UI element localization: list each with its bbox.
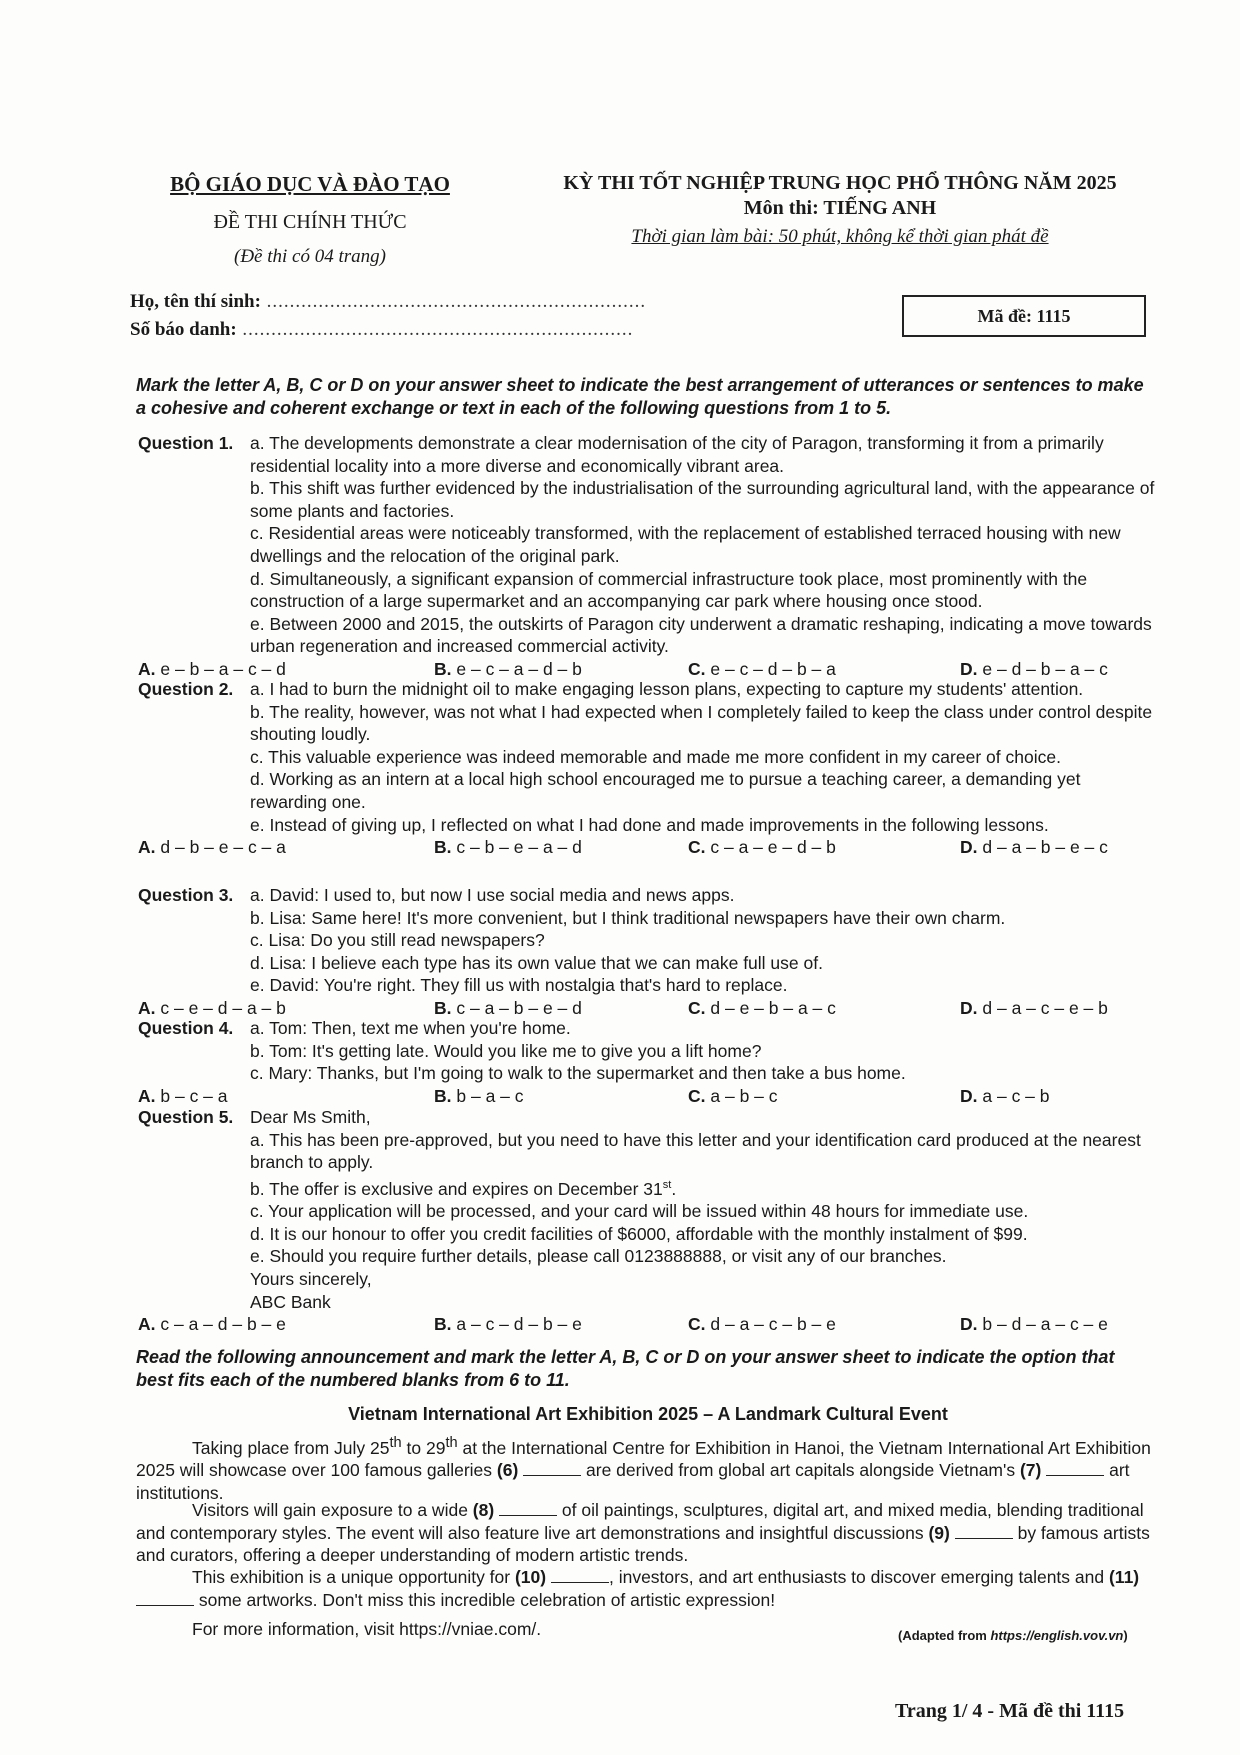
official-label: ĐỀ THI CHÍNH THỨC (213, 211, 407, 233)
answer-option: B. c – a – b – e – d (434, 997, 582, 1018)
blank-number: (6) (496, 1460, 519, 1481)
answer-options (138, 836, 1138, 858)
answer-option: B. e – c – a – d – b (434, 658, 582, 679)
answer-options (138, 1085, 1138, 1107)
source-url: https://english.vov.vn (990, 1628, 1124, 1643)
sentence-item: d. Working as an intern at a local high school encouraged me to pursue a teaching career, a demanding yet rewarding one. (250, 769, 1081, 812)
source-note: (Adapted from https://english.vov.vn) (898, 1628, 1128, 1643)
sentence-item: b. The reality, however, was not what I had expected when I completely failed to keep the class under control despite shouting loudly. (250, 701, 1153, 745)
blank-number: (8) (472, 1500, 495, 1520)
pages-note: (Đề thi có 04 trang) (234, 246, 386, 267)
answer-option: C. c – a – e – d – b (688, 837, 836, 858)
ministry-name: BỘ GIÁO DỤC VÀ ĐÀO TẠO (170, 172, 450, 196)
sentence-item: e. Should you require further details, please call 0123888888, or visit any of our branches. (250, 1246, 947, 1267)
time-note: Thời gian làm bài: 50 phút, không kể thời gian phát đề (631, 226, 1049, 247)
sentence-item: a. David: I used to, but now I use social media and news apps. (250, 885, 735, 905)
announcement-paragraph-2: Visitors will gain exposure to a wide (8) of oil paintings, sculptures, digital art, and mixed media, blending traditional and contemporary styles. The event will also feature live art demonstrations and insightful discussions (9) by famous artists and curators, offering a deeper understanding of modern artistic trends. (136, 1500, 1150, 1566)
answer-blank-11 (136, 1591, 194, 1606)
answer-option: D. a – c – b (960, 1085, 1050, 1106)
answer-option: A. c – e – d – a – b (138, 997, 286, 1018)
answer-option: C. a – b – c (688, 1085, 778, 1106)
sentence-item: a. This has been pre-approved, but you need to have this letter and your identification card produced at the nearest branch to apply. (250, 1129, 1141, 1173)
sentence-item: e. Instead of giving up, I reflected on what I had done and made improvements in the following lessons. (250, 814, 1049, 835)
page-footer: Trang 1/ 4 - Mã đề thi 1115 (895, 1700, 1125, 1722)
answer-option: A. c – a – d – b – e (138, 1314, 286, 1335)
more-info-line: For more information, visit https://vniae.com/. (192, 1619, 542, 1639)
sentence-item: b. Lisa: Same here! It's more convenient, but I think traditional newspapers have their own charm. (250, 907, 1006, 928)
sentence-item: d. Lisa: I believe each type has its own value that we can make full use of. (250, 952, 823, 973)
announcement-title: Vietnam International Art Exhibition 2025 – A Landmark Cultural Event (348, 1404, 948, 1424)
answer-option: A. e – b – a – c – d (138, 658, 286, 679)
question-label: Question 5. (138, 1107, 234, 1127)
answer-option: B. c – b – e – a – d (434, 837, 582, 858)
sentence-item: e. Between 2000 and 2015, the outskirts of Paragon city underwent a dramatic reshaping, indicating a move towards urban regeneration and increased commercial activity. (250, 613, 1152, 657)
blank-number: (7) (1019, 1460, 1042, 1481)
answer-options (138, 658, 1138, 680)
answer-option: C. e – c – d – b – a (688, 658, 836, 679)
sentence-item: d. It is our honour to offer you credit facilities of $6000, affordable with the monthly instalment of $99. (250, 1223, 1028, 1244)
letter-closing: Yours sincerely, (250, 1268, 372, 1289)
answer-blank-8 (499, 1501, 557, 1516)
answer-blank-7 (1046, 1461, 1104, 1476)
name-label: Họ, tên thí sinh: (130, 291, 261, 312)
letter-closing: ABC Bank (250, 1291, 331, 1312)
sentence-item: c. Mary: Thanks, but I'm going to walk to the supermarket and then take a bus home. (250, 1063, 906, 1084)
question-block (138, 884, 1160, 1019)
sentence-item: d. Simultaneously, a significant expansion of commercial infrastructure took place, most prominently with the construction of a large supermarket and an accompanying car park where housing once stood. (250, 568, 1088, 612)
answer-option: C. d – e – b – a – c (688, 997, 836, 1018)
question-block (138, 678, 1160, 858)
sentence-item: a. Tom: Then, text me when you're home. (250, 1018, 571, 1038)
question-block (138, 1106, 1160, 1335)
section2-instruction: Read the following announcement and mark the letter A, B, C or D on your answer sheet to indicate the option that best fits each of the numbered blanks from 6 to 11. (136, 1347, 1115, 1390)
sentence-item: c. Lisa: Do you still read newspapers? (250, 930, 545, 951)
sentence-item: c. Your application will be processed, and your card will be issued within 48 hours for immediate use. (250, 1201, 1029, 1222)
header-left (150, 172, 470, 268)
exam-code-box: Mã đề: 1115 (902, 295, 1146, 337)
question-label: Question 1. (138, 433, 234, 453)
subject-label: Môn thi: TIẾNG ANH (743, 197, 937, 219)
id-blank: .................................................................... (236, 319, 634, 340)
announcement-paragraph-3: This exhibition is a unique opportunity for (10) , investors, and art enthusiasts to discover emerging talents and (11) some artworks. Don't miss this incredible celebration of artistic expression! (136, 1566, 1160, 1611)
answer-option: B. b – a – c (434, 1085, 524, 1106)
announcement-paragraph-1: Taking place from July 25th to 29th at the International Centre for Exhibition in Hanoi, the Vietnam International Art Exhibition 2025 will showcase over 100 famous galleries (6) are derived from global art capitals alongside Vietnam's (7) art institutions. (136, 1435, 1151, 1504)
letter-salutation: Dear Ms Smith, (250, 1107, 371, 1127)
candidate-info (130, 288, 646, 344)
question-label: Question 2. (138, 679, 234, 699)
answer-option: D. d – a – c – e – b (960, 997, 1108, 1018)
sentence-item: b. The offer is exclusive and expires on December 31st. (250, 1178, 677, 1199)
id-label: Số báo danh: (130, 319, 237, 340)
section1-instruction: Mark the letter A, B, C or D on your answer sheet to indicate the best arrangement of utterances or sentences to make a cohesive and coherent exchange or text in each of the following questions from 1 to 5. (136, 375, 1144, 418)
answer-option: A. d – b – e – c – a (138, 837, 286, 858)
answer-options (138, 1313, 1138, 1335)
question-label: Question 4. (138, 1018, 234, 1038)
answer-option: C. d – a – c – b – e (688, 1314, 836, 1335)
blank-number: (10) (514, 1567, 547, 1587)
blank-number: (11) (1108, 1567, 1140, 1587)
answer-option: D. d – a – b – e – c (960, 837, 1108, 858)
header-right (520, 172, 1160, 248)
sentence-item: b. This shift was further evidenced by the industrialisation of the surrounding agricultural land, with the appearance of some plants and factories. (250, 478, 1155, 521)
answer-blank-9 (955, 1524, 1013, 1539)
question-label: Question 3. (138, 885, 234, 905)
blank-number: (9) (928, 1522, 950, 1543)
sentence-item: a. The developments demonstrate a clear modernisation of the city of Paragon, transforming it from a primarily residential locality into a more diverse and economically vibrant area. (250, 433, 1104, 476)
sentence-item: e. David: You're right. They fill us with nostalgia that's hard to replace. (250, 975, 788, 996)
name-blank: .................................................................. (260, 291, 647, 312)
answer-blank-10 (551, 1568, 609, 1583)
exam-title: KỲ THI TỐT NGHIỆP TRUNG HỌC PHỔ THÔNG NĂM 2025 (563, 172, 1117, 194)
question-block (138, 432, 1160, 680)
answer-option: D. e – d – b – a – c (960, 658, 1108, 679)
answer-option: D. b – d – a – c – e (960, 1314, 1108, 1335)
sentence-item: a. I had to burn the midnight oil to make engaging lesson plans, expecting to capture my students' attention. (250, 679, 1084, 699)
answer-blank-6 (523, 1461, 581, 1476)
answer-options (138, 997, 1138, 1019)
answer-option: A. b – c – a (138, 1085, 228, 1106)
question-block (138, 1017, 1160, 1107)
answer-option: B. a – c – d – b – e (434, 1314, 582, 1335)
sentence-item: c. This valuable experience was indeed memorable and made me more confident in my career of choice. (250, 746, 1061, 767)
sentence-item: c. Residential areas were noticeably transformed, with the replacement of established terraced housing with new dwellings and the relocation of the original park. (250, 523, 1121, 566)
sentence-item: b. Tom: It's getting late. Would you like me to give you a lift home? (250, 1040, 762, 1061)
